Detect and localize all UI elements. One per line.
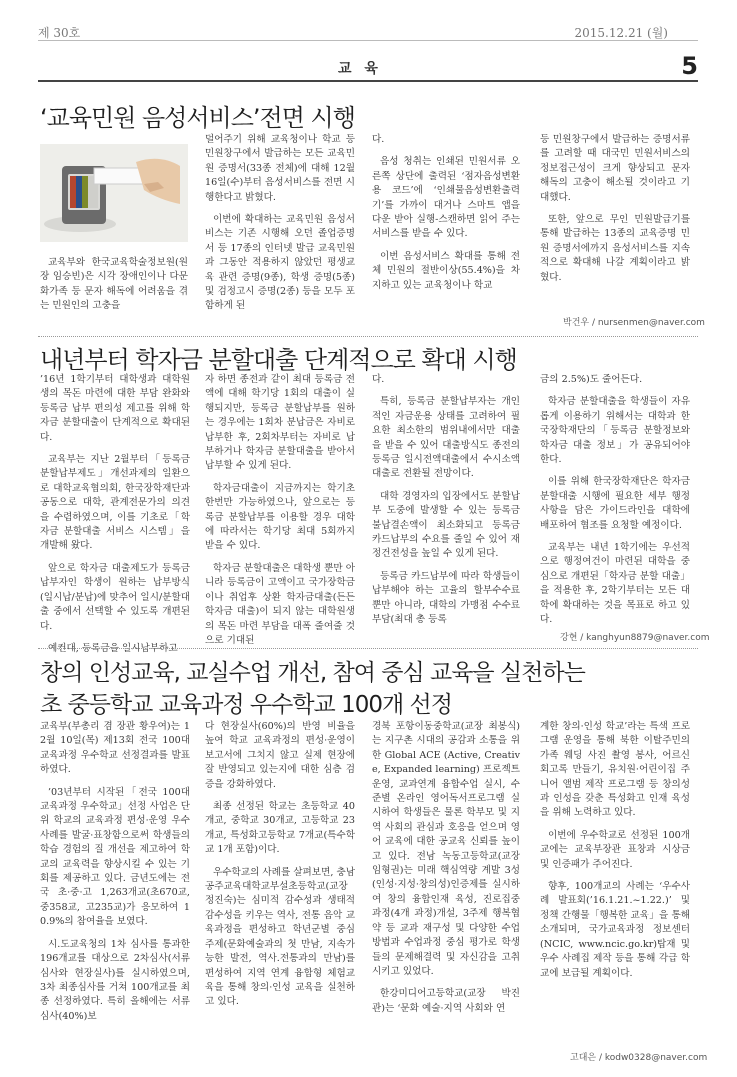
article2-col2-paragraph: 학자금 분할대출은 대학생 뿐만 아니라 등록금이 고액이고 국가장학금이나 취업후 상환 학자금대출(든든학자금 대출)이 되지 않는 대학원생의 목돈 마련 부담을 대폭 줄여줄 것으로 기대된 (205, 562, 355, 646)
header-rule (38, 80, 698, 82)
article3-col3-paragraph: 경북 포항이동중학교(교장 최봉식)는 지구촌 시대의 공감과 소통을 위한 Global ACE (Active, Creative, Expanded learning) 프로젝트 운영, 교과연계 융합수업 실시, 수준별 온라인 영어독서프로그램 실시하여 학생들은 물론 학부모 및 지역 사회의 관심과 호응을 얻으며 영어 교육에 대한 공교육 신뢰를 높이고 있다. 전남 녹동고등학교(교장 임형권)는 미래 핵심역량 계발 3성(인성·지성·창의성)인증제를 실시하여 창의 융합인재 육성, 진로집중 과정(4개 과정)개설, 3주제 행복협약 등 교과 재구성 및 다양한 수업방법과 수업과정 중심 평가로 학생들의 문제해결력 및 자신감을 고취시키고 있었다. (372, 721, 520, 977)
article1-photo (40, 144, 188, 242)
issue-number: 제 30호 (38, 26, 81, 40)
article3-column-3 (372, 720, 520, 1024)
article1-byline: 박건우 / nursenmen@naver.com (563, 318, 705, 328)
article1-column-2 (205, 133, 355, 322)
article2-column-3 (372, 373, 520, 636)
page-number: 5 (681, 52, 698, 80)
article2-col3-paragraph: 특히, 등록금 분할납부자는 개인적인 자금운용 상태를 고려하여 필요한 최소한의 범위내에서만 대출을 받을 수 있어 대출방식도 종전의 등록금 일시전액대출에서 수시소액대출로 전환될 전망이다. (372, 396, 520, 480)
article1-col3-paragraph: 이번 음성서비스 확대를 통해 전체 민원의 절반이상(55.4%)을 차지하고 있는 교육청이나 학교 (372, 250, 520, 291)
article3-col2-paragraph: 우수학교의 사례를 살펴보면, 충남 공주교육대학교부설초등학교(교장 정진숙)는 심미적 감수성과 생태적 감수성을 키우는 역사, 전통 음악 교육과정을 편성하고 학년군별 중심 주제(문화예술과의 첫 만남, 지속가능한 발전, 역사.전통과의 만남)를 편성하여 지역 연계 융합형 체험교육을 통해 창의·인성 교육을 실천하고 있다. (205, 866, 355, 1008)
article3-col4-paragraph: 향후, 100개교의 사례는 ‘우수사례 발표회(’16.1.21.~1.22.)’ 및 정책 간행물「행복한 교육」을 통해 소개되며, 국가교육과정 정보센터(NCIC, www.ncic.go.kr)탑재 및 우수 사례집 제작 등을 통해 각급 학교에 보급될 계획이다. (540, 881, 690, 979)
article3-column-4 (540, 720, 690, 989)
article2-col1-paragraph: 예컨대, 등록금을 일시납부하고 (48, 642, 178, 654)
article-divider (38, 648, 698, 649)
article3-col2-paragraph: 다 현장실사(60%)의 반영 비율을 높여 학교 교육과정의 편성·운영이 보고서에 그치지 않고 실제 현장에 잘 반영되고 있는지에 대한 심층 검증을 강화하였다. (205, 721, 355, 790)
article2-byline: 강현 / kanghyun8879@naver.com (560, 633, 710, 643)
article1-column-1 (40, 256, 188, 322)
article2-col3-paragraph: 대학 경영자의 입장에서도 분할납부 도중에 발생할 수 있는 등록금 불납결손액이 최소화되고 등록금 카드납부의 수요를 줄일 수 있어 재정건전성을 높일 수 있게 된다. (372, 490, 520, 560)
article1-headline: ‘교육민원 음성서비스’전면 시행 (40, 104, 355, 132)
article3-col2-paragraph: 최종 선정된 학교는 초등학교 40개교, 중학교 30개교, 고등학교 23개교, 특성화고등학교 7개교(특수학교 1개 포함)이다. (205, 801, 355, 856)
article2-col3-paragraph: 등록금 카드납부에 따라 학생들이 납부해야 하는 고율의 할부수수료 뿐만 아니라, 대학의 가맹점 수수료 부담(최대 총 등록 (372, 570, 520, 626)
article2-col3-paragraph: 다. (372, 374, 385, 385)
article3-col1-paragraph: ’03년부터 시작된「전국 100대 교육과정 우수학교」선정 사업은 단위 학교의 교육과정 편성·운영 우수사례를 발굴·표창함으로써 학생들의 학습 경험의 질 개선을 제고하여 학교의 교육력을 향상시킬 수 있는 기회를 제공하고 있다. 금년도에는 전국 초·중·고 1,263개교(초670교, 중358교, 고235교)가 응모하여 10.9%의 참여율을 보였다. (40, 786, 190, 928)
article3-headline-line1: 창의 인성교육, 교실수업 개선, 참여 중심 교육을 실천하는 (40, 660, 585, 686)
article3-col4-paragraph: 이번에 우수학교로 선정된 100개교에는 교육부장관 표창과 시상금 및 인증패가 주어진다. (540, 829, 690, 870)
article1-col2-paragraph: 이번에 확대하는 교육민원 음성서비스는 기존 시행해 오던 졸업증명서 등 17종의 인터넷 발급 교육민원과 그동안 적용하지 않았던 평생교육 관련 증명(9종), 학생 증명(5종) 및 검정고시 증명(2종) 등을 모두 포함하게 된 (205, 214, 355, 312)
article2-col4-paragraph: 교육부는 내년 1학기에는 우선적으로 행정여건이 마련된 대학을 중심으로 개편된「학자금 분할 대출」을 적용한 후, 2학기부터는 모든 대학에 확대하는 것을 목표로 하고 있다. (540, 542, 690, 626)
article3-col1-paragraph: 시.도교육청의 1차 심사를 통과한 196개교를 대상으로 2차심사(서류심사와 현장실사)를 실시하였으며, 3차 최종심사를 거쳐 100개교를 최종 선정하였다. 특히 올해에는 서류심사(40%)보 (40, 938, 190, 1022)
article1-col3-paragraph: 음성 청취는 인쇄된 민원서류 오른쪽 상단에 출력된 ‘점자음성변환용 코드’에 ‘인쇄물음성변환출력기’를 가까이 대거나 스마트 앱을 다운 받아 실행-스캔하면 읽어 주는 서비스를 받을 수 있다. (372, 156, 520, 240)
article1-col4-paragraph: 등 민원창구에서 발급하는 증명서류를 고려할 때 대국민 민원서비스의 정보접근성이 크게 향상되고 문자 해독의 고충이 해소될 것이라고 기대했다. (540, 134, 690, 203)
article1-col2-paragraph: 덜어주기 위해 교육청이나 학교 등 민원창구에서 발급하는 모든 교육민원 증명서(33종 전체)에 대해 12월 16일(수)부터 음성서비스를 전면 시행한다고 밝혔다. (205, 134, 355, 203)
article2-col1-paragraph: 교육부는 지난 2월부터「등록금 분할납부제도」개선과제의 일환으로 대학교육협의회, 한국장학재단과 공동으로 대학, 관계전문가의 의견을 수렴하였으며, 이를 기초로「학자금 분할대출 서비스 시스템」을 개발해 왔다. (40, 454, 190, 552)
article2-col2-paragraph: 학자금대출이 지금까지는 학기초 한번만 가능하였으나, 앞으로는 등록금 분할납부를 이용할 경우 대학에 따라서는 학기당 최대 5회까지 받을 수 있다. (205, 482, 355, 552)
article3-byline: 고대은 / kodw0328@naver.com (570, 1053, 708, 1063)
article3-col3-paragraph: 한강미디어고등학교(교장 박진관)는 ‘문화 예술·지역 사회와 연 (372, 988, 520, 1014)
article3-col1-paragraph: 교육부(부총리 겸 장관 황우여)는 12월 10일(목) 제13회 전국 100대 교육과정 우수학교 선정결과를 발표하였다. (40, 721, 190, 776)
article3-column-1 (40, 720, 190, 1032)
article1-col3-paragraph: 다. (372, 134, 385, 145)
article2-col1-paragraph: 앞으로 학자금 대출제도가 등록금 납부자인 학생이 원하는 납부방식(일시납/분납)에 맞추어 일시/분할대출 중에서 선택할 수 있도록 개편된다. (40, 562, 190, 632)
page-header (38, 24, 698, 84)
article2-headline: 내년부터 학자금 분할대출 단계적으로 확대 시행 (40, 346, 517, 374)
article2-col1-paragraph: ’16년 1학기부터 대학생과 대학원생의 목돈 마련에 대한 부담 완화와 등록금 납부 편의성 제고를 위해 학자금 분할대출이 단계적으로 확대된다. (40, 374, 190, 443)
article2-col4-paragraph: 학자금 분할대출을 학생들이 자유롭게 이용하기 위해서는 대학과 한국장학재단의「등록금 분할정보와 학자금 대출 정보」가 공유되어야 한다. (540, 396, 690, 466)
issue-date: 2015.12.21 (월) (574, 26, 668, 40)
article2-column-4 (540, 373, 690, 636)
article3-column-2 (205, 720, 355, 1018)
article2-column-1 (40, 373, 190, 664)
article1-col1-paragraph: 교육부와 한국교육학술정보원(원장 임승빈)은 시각 장애인이나 다문화가족 등 문자 해독에 어려움을 겪는 민원인의 고충을 (40, 257, 188, 312)
article1-column-3 (372, 133, 520, 301)
article3-col4-paragraph: 계한 창의·인성 학교’라는 특색 프로그램 운영을 통해 북한 이탈주민의 가족 웨딩 사진 촬영 봉사, 어르신 회고록 만들기, 유치원·어린이집 주니어 앨범 제작 프로그램 등 창의성과 인성을 갖춘 특성화고 인재 육성을 위해 노력하고 있다. (540, 721, 690, 819)
article2-col4-paragraph: 이를 위해 한국장학재단은 학자금 분할대출 시행에 필요한 세부 행정사항을 담은 가이드라인을 대학에 배포하여 협조를 요청할 예정이다. (540, 476, 690, 531)
article2-col2-paragraph: 자 하면 종전과 같이 최대 등록금 전액에 대해 학기당 1회의 대출이 실행되지만, 등록금 분할납부를 원하는 경우에는 1회차 분납금은 자비로 납부한 후, 2회차부터는 자비로 납부하거나 학자금 분할대출을 받아서 납부할 수 있게 된다. (205, 374, 355, 472)
article3-headline-line2: 초 중등학교 교육과정 우수학교 100개 선정 (40, 692, 452, 718)
section-name: 교 육 (338, 61, 382, 77)
article1-column-4 (540, 133, 690, 293)
article-divider (38, 336, 698, 337)
article1-col4-paragraph: 또한, 앞으로 무인 민원발급기를 통해 발급하는 13종의 교육증명 민원 증명서에까지 음성서비스를 지속적으로 확대해 나갈 계획이라고 밝혔다. (540, 214, 690, 283)
article2-col4-paragraph: 금의 2.5%)도 줄어든다. (540, 374, 643, 385)
article2-column-2 (205, 373, 355, 656)
